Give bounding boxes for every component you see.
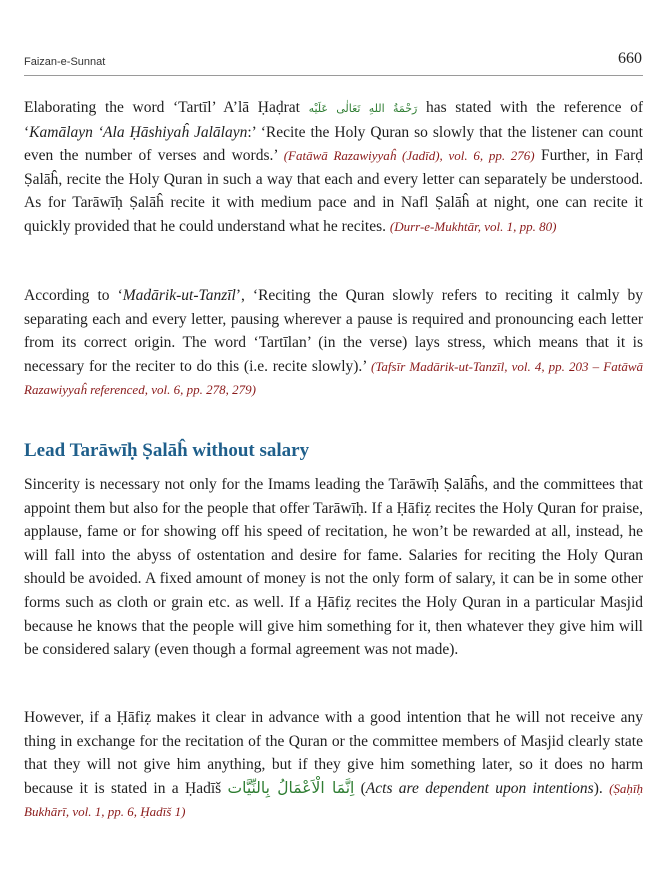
reference-durr: (Durr-e-Mukhtār, vol. 1, pp. 80)	[389, 218, 557, 234]
para2-italic-title: Madārik-ut-Tanzīl	[122, 287, 236, 304]
paragraph-madarik	[24, 284, 643, 402]
para1-text-2: has stated with the reference of ‘	[24, 99, 643, 141]
section-heading: Lead Tarāwīḥ Ṣalāĥ without salary	[24, 440, 310, 461]
reference-bukhari: (Ṣaḥīḥ Bukhārī, vol. 1, pp. 6, Ḥadīš 1)	[24, 780, 644, 820]
arabic-hadith: اِنَّمَا الْاَعْمَالُ بِالنِّیَّات	[227, 778, 355, 797]
arabic-honorific: رَحْمَةُ اللهِ تَعَالٰی عَلَیْه	[308, 102, 418, 115]
para1-text-3: :’ ‘Recite the Holy Quran so slowly that the listener can count even the number of verses and words.’	[24, 123, 643, 165]
para1-text-1: Elaborating the word ‘Tartīl’ A’lā Ḥaḍrat	[24, 99, 300, 116]
para4-italic-translation: Acts are dependent upon intentions	[365, 779, 594, 797]
book-title: Faizan-e-Sunnat	[24, 56, 106, 68]
para4-text-3: ).	[593, 779, 603, 797]
header-divider	[24, 75, 643, 76]
para2-text-1: According to ‘	[24, 287, 123, 304]
para4-text-1: However, if a Ḥāfiẓ makes it clear in advance with a good intention that he will not receive any thing in exchange for the recitation of the Quran or the committee members of Masjid clearly state that they will not give him anything, but if they give him something later, so it does no harm because it is stated in a Ḥadīš	[24, 709, 643, 797]
para4-text-2: (	[354, 779, 366, 797]
para1-text-4: Further, in Farḍ Ṣalāĥ, recite the Holy Quran in such a way that each and every letter can separately be understood. As for Tarāwīḥ Ṣalāĥ recite it with medium pace and in Nafl Ṣalāĥ at night, one can recite it quickly provided that he could understand what he recites.	[24, 147, 643, 235]
para1-italic-title: Kamālayn ‘Ala Ḥāshiyaĥ Jalālayn	[29, 123, 248, 141]
para2-text-2: ’, ‘Reciting the Quran slowly refers to reciting it calmly by separating each and every letter, pausing wherever a pause is required and pronouncing each letter from its correct origin. The word ‘Tartīlan’ (in the verse) lays stress, which means that it is necessary for the reciter to do this (i.e. recite slowly).’	[24, 287, 643, 375]
page-number: 660	[618, 50, 642, 67]
reference-fatawa: (Fatāwā Razawiyyaĥ (Jadīd), vol. 6, pp. 276)	[283, 148, 535, 164]
paragraph-sincerity: Sincerity is necessary not only for the Imams leading the Tarāwīḥ Ṣalāĥs, and the committees that appoint them but also for the people that offer Tarāwīḥ. If a Ḥāfiẓ recites the Holy Quran for praise, applause, fame or for showing off his speed of recitation, he won’t be rewarded at all, instead, he will fall into the abyss of ostentation and desire for fame. Salaries for reciting the Holy Quran should be avoided. A fixed amount of money is not the only form of salary, it can be in some other forms such as cloth or grain etc. as well. If a Ḥāfiẓ recites the Holy Quran in a particular Masjid because he knows that the people will give him something for it, then whatever they give him will be considered salary (even though a formal agreement was not made).	[24, 476, 643, 659]
paragraph-tartil	[24, 96, 643, 239]
paragraph-intention	[24, 706, 643, 824]
reference-tafsir: (Tafsīr Madārik-ut-Tanzīl, vol. 4, pp. 203 – Fatāwā Razawiyyaĥ referenced, vol. 6, pp. 278, 279)	[24, 358, 643, 398]
